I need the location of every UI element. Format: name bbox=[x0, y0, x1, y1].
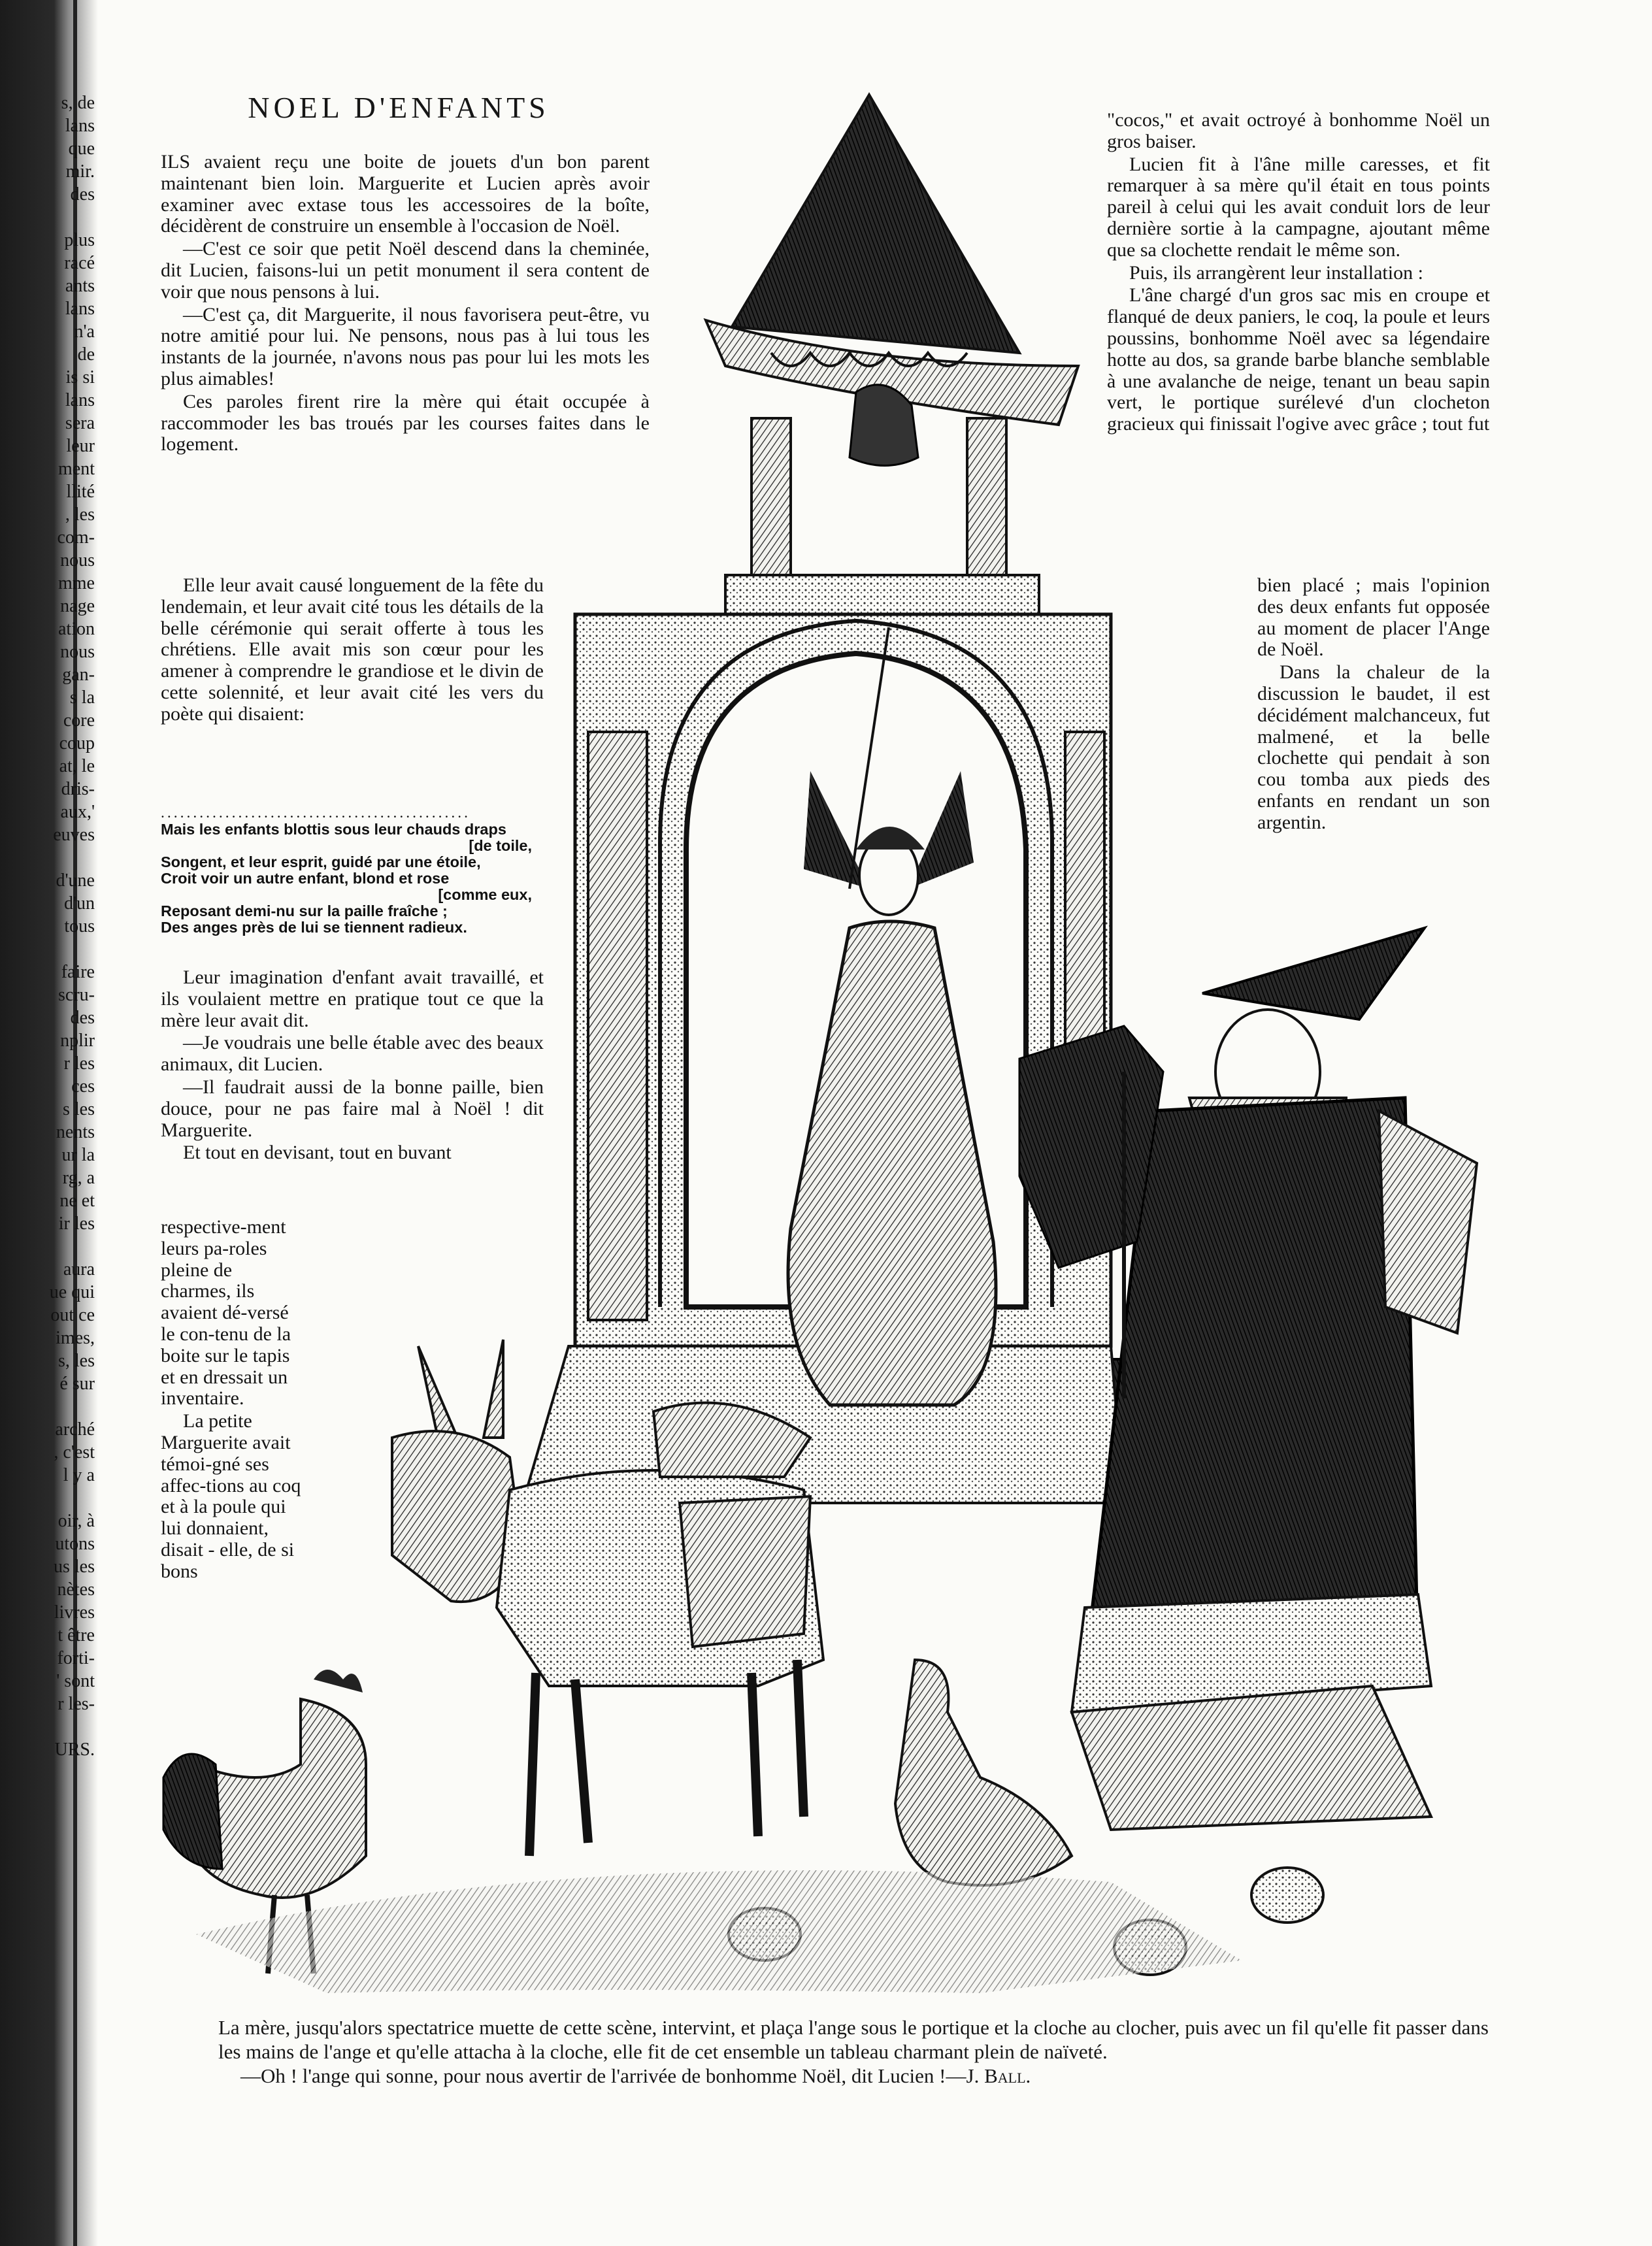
paragraph: Elle leur avait causé longuement de la fête du lendemain, et leur avait cité tous les détails de la belle cérémonie qui serait offerte à tous les chrétiens. Elle avait mis son cœur pour les amener à comprendre le grandiose et le divin de cette solennité, et leur avait cité les vers du poète qui disaient: bbox=[161, 574, 544, 725]
paragraph: —Je voudrais une belle étable avec des beaux animaux, dit Lucien. bbox=[161, 1032, 544, 1076]
article-title: NOEL D'ENFANTS bbox=[248, 91, 550, 124]
fragment-line: ir les bbox=[58, 1214, 95, 1234]
fragment-line: oir, à bbox=[58, 1511, 95, 1531]
fragment-line: nètes bbox=[57, 1579, 95, 1600]
paragraph: bien placé ; mais l'opinion des deux enfants fut opposée au moment de placer l'Ange de Noël. bbox=[1257, 574, 1490, 661]
paragraph-text: ILS avaient reçu une boite de jouets d'un bon parent maintenant bien loin. Marguerite et Lucien après avoir examiner avec extase tous les accessoires de la boîte, décidèrent de construire un ensemble à l'occasion de Noël. bbox=[161, 151, 650, 237]
fragment-line: imes, bbox=[56, 1328, 95, 1348]
fragment-line: utons bbox=[55, 1534, 95, 1554]
poem-line: [de toile, bbox=[469, 837, 532, 854]
fragment-line: rg, a bbox=[62, 1168, 95, 1188]
author-signature: Ball. bbox=[984, 2064, 1031, 2087]
poem-line: Reposant demi-nu sur la paille fraîche ; bbox=[161, 902, 448, 919]
paragraph: —C'est ça, dit Marguerite, il nous favorisera peut-être, vu notre amitié pour lui. Ne pensons, nous pas à lui tous les instants de la journée, n'avons nous pas pour lui les mots les plus aimables! bbox=[161, 303, 650, 389]
basket-icon bbox=[1379, 1111, 1477, 1333]
fragment-line: r les- bbox=[58, 1694, 95, 1714]
paragraph: Ces paroles firent rire la mère qui était occupée à raccommoder les bas troués par les courses faites dans le logement. bbox=[161, 390, 650, 455]
closing-paragraph: La mère, jusqu'alors spectatrice muette de cette scène, intervint, et plaça l'ange sous le portique et la cloche au clocher, puis avec un fil qu'elle fit passer dans les mains de l'ange et qu'elle attacha à la cloche, elle fit de cet ensemble un tableau charmant plein de naïveté. bbox=[218, 2016, 1489, 2063]
paragraph: L'âne chargé d'un gros sac mis en croupe et flanqué de deux paniers, le coq, la poule et leurs poussins, bonhomme Noël avec sa légendaire hotte au dos, sa grande barbe blanche semblable à une avalanche de neige, tenant un beau sapin vert, le portique surélevé d'un clocheton gracieux qui finissait l'ogive avec grâce ; tout fut bbox=[1107, 284, 1490, 435]
fragment-line: livres bbox=[54, 1602, 95, 1623]
fragment-line: forti- bbox=[57, 1648, 95, 1668]
fragment-line: com- bbox=[57, 527, 95, 548]
fragment-line: s les bbox=[63, 1099, 95, 1119]
fragment-line: s, de bbox=[61, 93, 95, 113]
fragment-line: leur bbox=[66, 436, 95, 456]
closing-dialogue: —Oh ! l'ange qui sonne, pour nous avertir de l'arrivée de bonhomme Noël, dit Lucien !—J. bbox=[240, 2064, 980, 2087]
paragraph: "cocos," et avait octroyé à bonhomme Noël un gros baiser. bbox=[1107, 109, 1490, 152]
fragment-line: , c'est bbox=[54, 1442, 95, 1462]
closing-line bbox=[218, 2064, 1489, 2088]
poem-ellipsis: ................................................ bbox=[161, 804, 471, 821]
fragment-line: ue qui bbox=[49, 1282, 95, 1302]
fragment-line: ne et bbox=[59, 1191, 95, 1211]
pannier-basket-icon bbox=[680, 1496, 810, 1647]
fragment-line: des bbox=[70, 184, 95, 205]
paragraph: Dans la chaleur de la discussion le baudet, il est décidément malchanceux, fut malmené, et la belle clochette qui pendait à son cou tomba aux pieds des enfants en rendant un son argentin. bbox=[1257, 661, 1490, 833]
fragment-line: ur la bbox=[61, 1145, 95, 1165]
poem-line: Des anges près de lui se tiennent radieux. bbox=[161, 919, 467, 936]
fragment-line: scru- bbox=[58, 985, 95, 1005]
fragment-line: n'a bbox=[74, 322, 95, 342]
fragment-line: des bbox=[70, 1008, 95, 1028]
fragment-line: lans bbox=[65, 299, 95, 319]
ground-shading bbox=[196, 1870, 1242, 1993]
fragment-line: mir. bbox=[65, 161, 95, 182]
fragment-line: ants bbox=[65, 276, 95, 296]
fragment-line: dris- bbox=[61, 779, 95, 799]
fragment-line: us les bbox=[54, 1557, 95, 1577]
paragraph: Leur imagination d'enfant avait travaillé, et ils voulaient mettre en pratique tout ce que la mère leur avait dit. bbox=[161, 966, 544, 1031]
fragment-line: é sur bbox=[59, 1374, 95, 1394]
fragment-line: que bbox=[68, 139, 95, 159]
fragment-line: euves bbox=[53, 825, 95, 845]
fragment-line: URS. bbox=[54, 1740, 95, 1760]
fragment-line: ' sont bbox=[56, 1671, 95, 1691]
fragment-line: arché bbox=[55, 1419, 95, 1440]
fragment-line: lans bbox=[65, 390, 95, 410]
paragraph: Puis, ils arrangèrent leur installation : bbox=[1129, 261, 1423, 284]
closing-paragraphs bbox=[218, 2015, 1489, 2088]
paragraph: Lucien fit à l'âne mille caresses, et fit remarquer à sa mère qu'il était en tous points pareil à celui qui les avait conduit lors de leur dernière sortie à la campagne, ajoutant même que sa clochette rendait le même son. bbox=[1107, 153, 1490, 261]
fragment-line: ment bbox=[58, 459, 95, 479]
fragment-line: llité bbox=[66, 482, 95, 502]
fragment-line: sera bbox=[65, 413, 95, 433]
paragraph: respective-ment leurs pa-roles pleine de charmes, ils avaient dé-versé le con-tenu de la boite sur le tapis et en dressait un inventaire. bbox=[161, 1216, 291, 1410]
fragment-line: nage bbox=[60, 596, 95, 616]
paragraph: Et tout en devisant, tout en buvant bbox=[183, 1142, 452, 1164]
fragment-line: coup bbox=[59, 733, 95, 753]
fragment-line: ces bbox=[71, 1076, 95, 1097]
fragment-line: aux,' bbox=[60, 802, 95, 822]
fragment-line: nous bbox=[60, 550, 95, 570]
fragment-line: racé bbox=[64, 253, 95, 273]
fragment-line: l y a bbox=[63, 1465, 95, 1485]
fragment-line: tous bbox=[64, 916, 95, 936]
fragment-line: r les bbox=[63, 1053, 95, 1074]
fragment-line: nents bbox=[56, 1122, 95, 1142]
hen bbox=[895, 1660, 1072, 1885]
fragment-line: d'un bbox=[63, 893, 95, 914]
poem-line: [comme eux, bbox=[438, 886, 532, 903]
fragment-line: lans bbox=[65, 116, 95, 136]
fragment-line: , les bbox=[65, 504, 95, 525]
fragment-line: nplir bbox=[60, 1031, 95, 1051]
paragraph: —Il faudrait aussi de la bonne paille, bien douce, pour ne pas faire mal à Noël ! dit Marguerite. bbox=[161, 1076, 544, 1141]
fragment-line: aura bbox=[63, 1259, 95, 1280]
fragment-line: faire bbox=[61, 962, 95, 982]
fragment-line: s la bbox=[69, 687, 95, 708]
fragment-line: at, le bbox=[59, 756, 95, 776]
fragment-line: core bbox=[63, 710, 95, 731]
paragraph: —C'est ce soir que petit Noël descend dans la cheminée, dit Lucien, faisons-lui un petit monument il sera content de voir que nous pensons à lui. bbox=[161, 238, 650, 303]
fragment-line: s, les bbox=[58, 1351, 95, 1371]
poem-line: Croit voir un autre enfant, blond et rose bbox=[161, 870, 450, 887]
paragraph: La petite Marguerite avait témoi-gné ses affec-tions au coq et à la poule qui lui donnaient, disait - elle, de si bons bbox=[161, 1410, 301, 1582]
fragment-line: de bbox=[77, 344, 95, 365]
fragment-line: nous bbox=[60, 642, 95, 662]
fragment-line: mme bbox=[58, 573, 95, 593]
fragment-line: out ce bbox=[50, 1305, 95, 1325]
fragment-line: gan- bbox=[62, 665, 95, 685]
poem-line: Songent, et leur esprit, guidé par une étoile, bbox=[161, 853, 481, 870]
poem-line: Mais les enfants blottis sous leur chauds draps bbox=[161, 821, 506, 838]
fragment-line: ation bbox=[58, 619, 95, 639]
fragment-line: t être bbox=[58, 1625, 95, 1645]
chick-icon bbox=[1251, 1868, 1323, 1923]
fragment-line: plus bbox=[64, 230, 95, 250]
fragment-line: d'une bbox=[56, 870, 95, 891]
fragment-line: is si bbox=[65, 367, 95, 388]
